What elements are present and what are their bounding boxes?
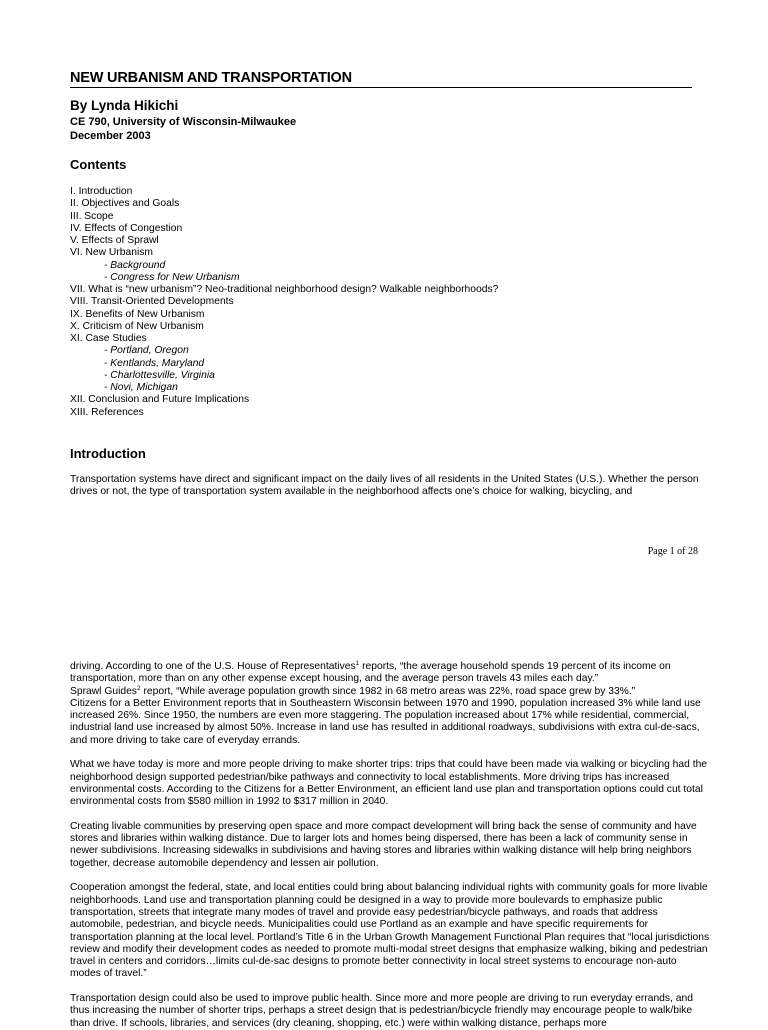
toc-item: VII. What is “new urbanism”? Neo-traditional neighborhood design? Walkable neighborhoods? — [70, 284, 499, 295]
toc-subitem: - Novi, Michigan — [104, 382, 178, 393]
author-line: By Lynda Hikichi — [70, 98, 179, 113]
footnote-ref: 2 — [136, 684, 141, 692]
toc-item: VIII. Transit-Oriented Developments — [70, 296, 234, 308]
toc-item: III. Scope — [70, 210, 114, 222]
introduction-paragraph — [70, 474, 710, 499]
course-line: CE 790, University of Wisconsin-Milwaukee — [70, 116, 297, 128]
page-break — [0, 580, 768, 581]
toc-item: VI. New Urbanism — [70, 247, 153, 259]
body-paragraph: driving. According to one of the U.S. House of Representatives$^1$ reports, “the average household spends 19 percent of its income on transportation, more than on any other expense except housing, and the average person travels 43 miles each day.” Sprawl Guides$^2$ report, “While average population growth since 1982 in 68 metro areas was 22%, road space grew by 33%.” Citizens for a Better Environment reports that in Southeastern Wisconsin between 1970 and 1990, population increased 3% while land use increased 26%. Since 1950, the numbers are even more staggering. The population increased about 17% while residential, commercial, industrial land use increased by almost 50%. Increase in land use has resulted in additional roadways, subdivisions with extra cul-de-sacs, and more driving to take care of everyday errands. — [70, 660, 701, 746]
table-of-contents — [70, 186, 498, 419]
contents-heading: Contents — [70, 157, 127, 172]
toc-item: XIII. References — [70, 406, 144, 418]
toc-item: XI. Case Studies — [70, 333, 147, 344]
body-paragraph: What we have today is more and more people driving to make shorter trips: trips that could have been made via walking or bicycling had the neighborhood design supported pedestrian/bike pathways and connectivity to local establishments. More driving trips has increased environmental costs. According to the Citizens for a Better Environment, an efficient land use plan and transportation options could cut total environmental costs from $580 million in 1992 to $317 million in 2040. — [70, 759, 708, 808]
toc-subitem: - Charlottesville, Virginia — [104, 369, 215, 381]
toc-subitem: - Portland, Oregon — [104, 345, 189, 357]
toc-subitem: - Background — [104, 259, 166, 271]
body-paragraph: Transportation systems have direct and significant impact on the daily lives of all residents in the United States (U.S.). Whether the person drives or not, the type of transportation system available in the neighborhood affects one’s choice for walking, bicycling, and — [70, 474, 699, 498]
toc-item: I. Introduction — [70, 186, 133, 197]
toc-item: V. Effects of Sprawl — [70, 235, 159, 246]
page-number: Page 1 of 28 — [647, 546, 698, 557]
toc-subitem: - Congress for New Urbanism — [104, 271, 240, 283]
toc-item: XII. Conclusion and Future Implications — [70, 394, 250, 406]
body-paragraph: Cooperation amongst the federal, state, and local entities could bring about balancing individual rights with community goals for more livable neighborhoods. Land use and transportation planning could be designed in a way to provide more boulevards to emphasize public transportation, streets that integrate many modes of travel and provide easy pedestrian/bicycle pathways, and roads that address automobile, pedestrian, and bicycle needs. Municipalities could use Portland as an example and have specific requirements for transportation planning at the local level. Portland’s Title 6 in the Urban Growth Management Functional Plan requires that “local jurisdictions review and modify their development codes as needed to promote multi-modal street designs that emphasize walking, biking and pedestrian travel in centers and corridors…limits cul-de-sac designs to promote better connectivity in local street systems to encourage non-auto modes of travel.” — [70, 882, 710, 980]
toc-item: IX. Benefits of New Urbanism — [70, 308, 205, 320]
toc-item: X. Criticism of New Urbanism — [70, 320, 204, 332]
date-line: December 2003 — [70, 129, 151, 142]
toc-item: IV. Effects of Congestion — [70, 222, 183, 234]
footnote-ref: 1 — [355, 660, 360, 667]
affiliation-block — [70, 116, 296, 143]
body-paragraph: Transportation design could also be used to improve public health. Since more and more people are driving to run everyday errands, and thus increasing the number of shorter trips, perhaps a street design that is pedestrian/bicycle friendly may encourage people to walk/bike than drive. If schools, libraries, and services (dry cleaning, shopping, etc.) were within walking distance, perhaps more — [70, 993, 693, 1029]
document-title: NEW URBANISM AND TRANSPORTATION — [70, 70, 692, 88]
page-2-body — [70, 661, 710, 1030]
body-paragraph: Creating livable communities by preserving open space and more compact development will bring back the sense of community and have stores and libraries within walking distance. Due to larger lots and homes being dispersed, there has been a lack of community sense in newer subdivisions. Increasing sidewalks in subdivisions and having stores and libraries within walking distance will help bring neighbors together, decrease automobile dependency and lessen air pollution. — [70, 820, 697, 869]
toc-subitem: - Kentlands, Maryland — [104, 357, 205, 369]
introduction-heading: Introduction — [70, 446, 146, 461]
toc-item: II. Objectives and Goals — [70, 198, 180, 210]
